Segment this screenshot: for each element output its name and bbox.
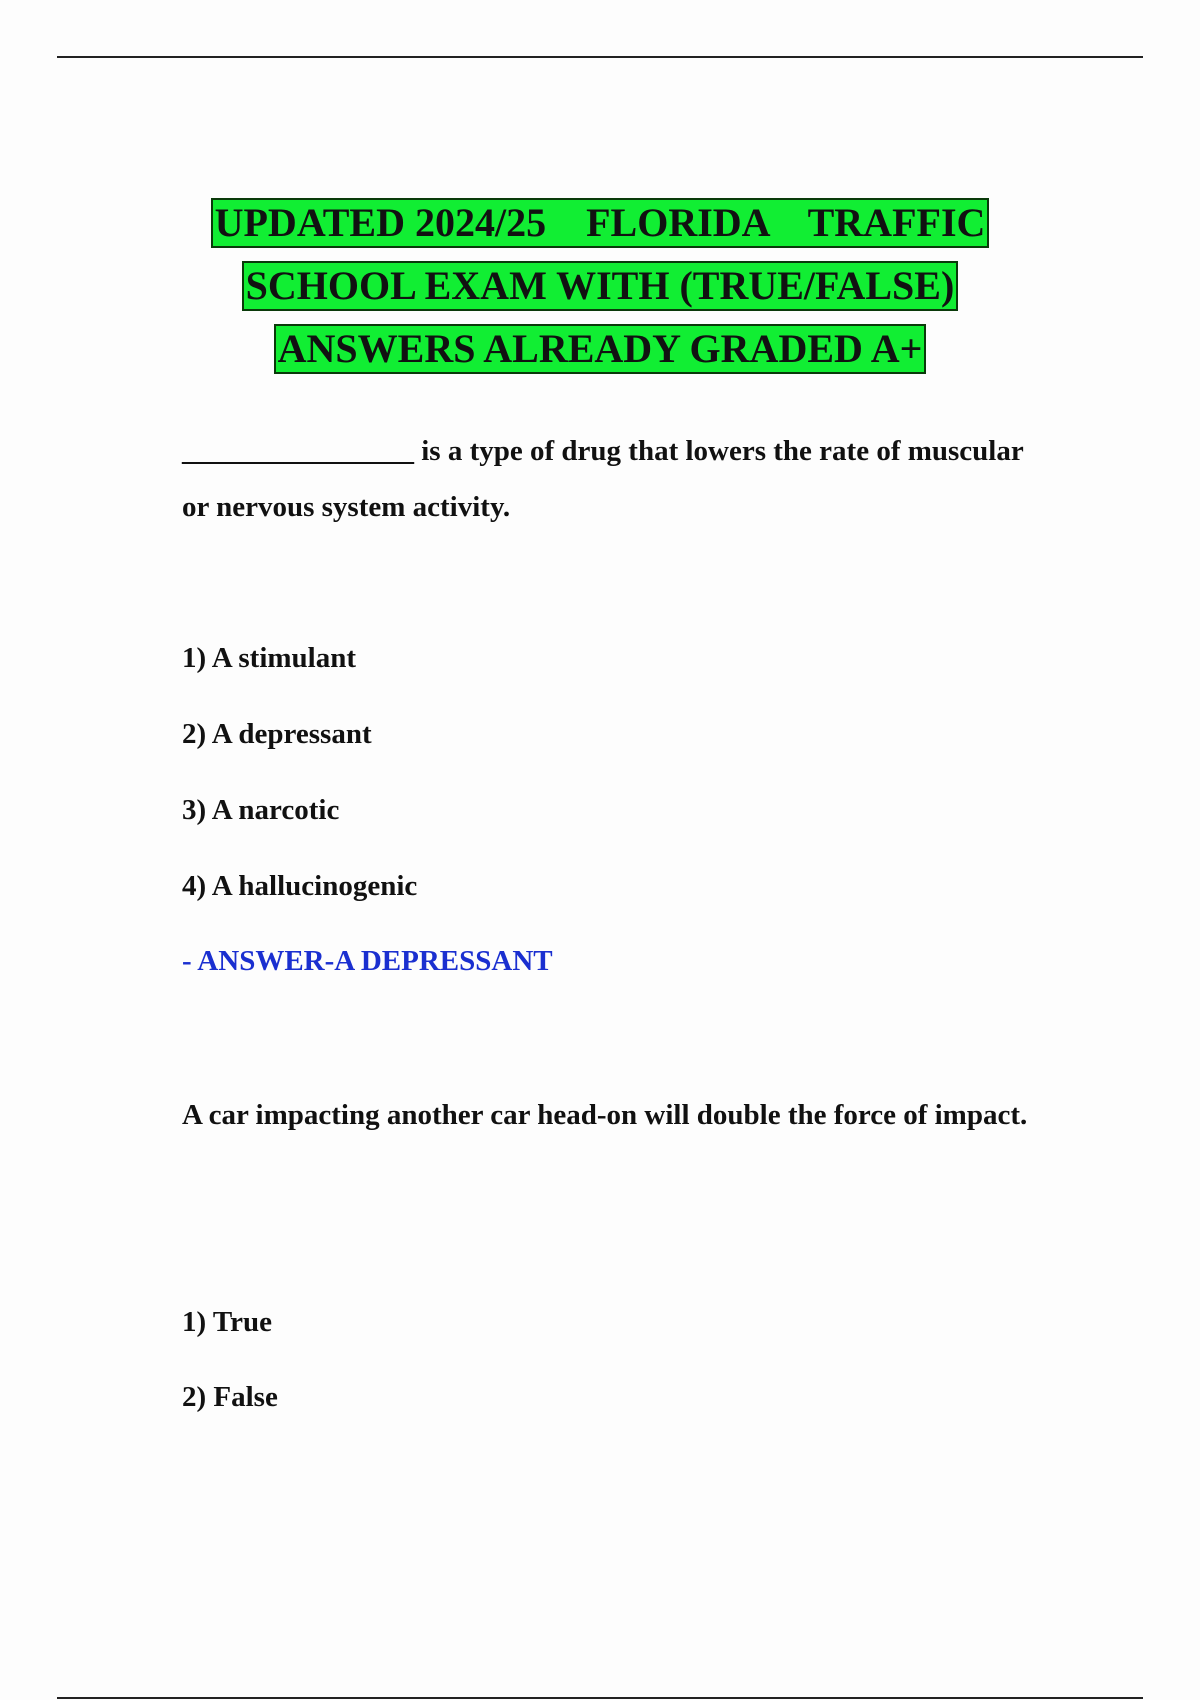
question-1-option-3: 3) A narcotic: [182, 794, 340, 826]
document-title: [0, 195, 1200, 384]
footer-rule: [57, 1697, 1143, 1699]
question-1-option-1: 1) A stimulant: [182, 642, 357, 674]
title-line-1: UPDATED 2024/25 FLORIDA TRAFFIC: [211, 198, 990, 248]
question-1-text: ________________ is a type of drug that lowers the rate of muscular or nervous system activity.: [182, 435, 1024, 523]
question-1-option-2: 2) A depressant: [182, 718, 372, 750]
question-2-option-2: 2) False: [182, 1381, 278, 1413]
question-1-option-4: 4) A hallucinogenic: [182, 870, 418, 902]
question-2-text: A car impacting another car head-on will double the force of impact.: [182, 1099, 1028, 1131]
question-2-option-1: 1) True: [182, 1306, 272, 1338]
question-1-answer: - ANSWER-A DEPRESSANT: [182, 945, 553, 977]
header-rule: [57, 56, 1143, 58]
title-line-2: SCHOOL EXAM WITH (TRUE/FALSE): [242, 261, 959, 311]
title-line-3: ANSWERS ALREADY GRADED A+: [274, 324, 927, 374]
